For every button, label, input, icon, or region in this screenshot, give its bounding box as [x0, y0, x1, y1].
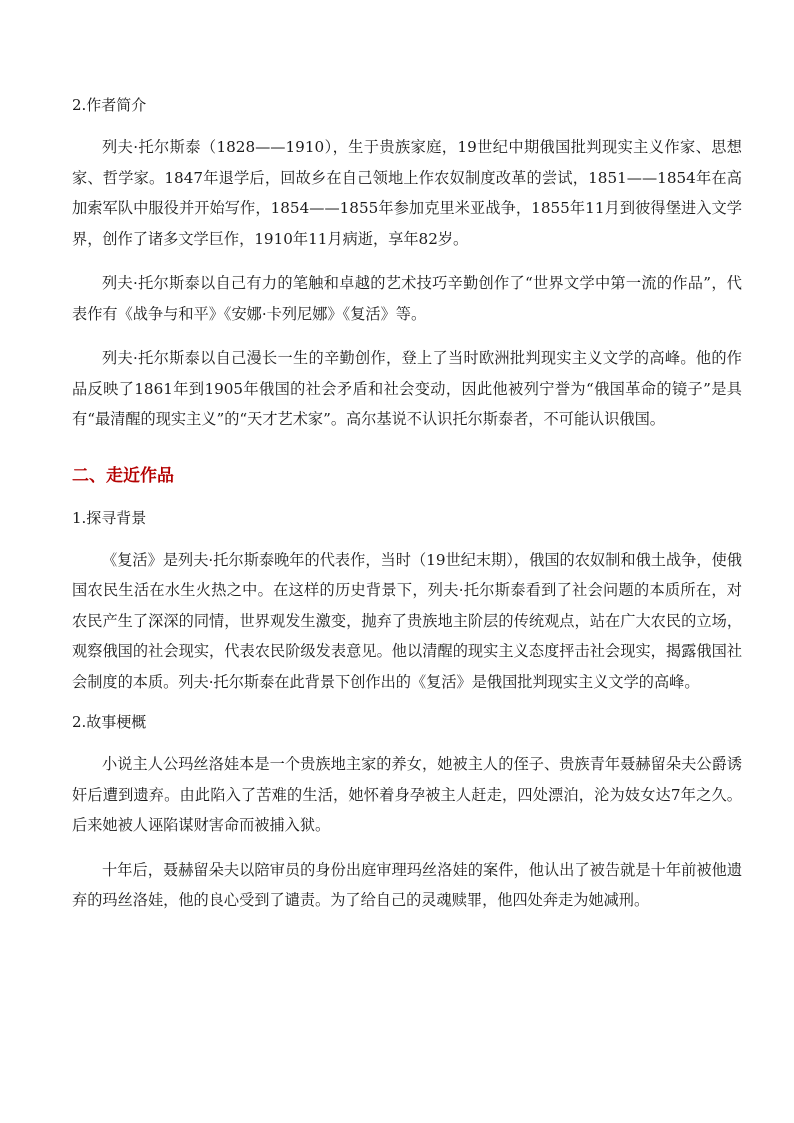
paragraph-story-2: 十年后，聂赫留朵夫以陪审员的身份出庭审理玛丝洛娃的案件，他认出了被告就是十年前被他遗弃的玛丝洛娃，他的良心受到了谴责。为了给自己的灵魂赎罪，他四处奔走为她减刑。	[72, 860, 742, 909]
paragraph-author-works: 列夫·托尔斯泰以自己有力的笔触和卓越的艺术技巧辛勤创作了“世界文学中第一流的作品”，代表作有《战争与和平》《安娜·卡列尼娜》《复活》等。	[72, 274, 742, 323]
subheading-author-intro: 2.作者简介	[72, 96, 147, 114]
subheading-background: 1.探寻背景	[72, 508, 147, 527]
paragraph-background: 《复活》是列夫·托尔斯泰晚年的代表作，当时（19世纪末期），俄国的农奴制和俄土战争，使俄国农民生活在水生火热之中。在这样的历史背景下，列夫·托尔斯泰看到了社会问题的本质所在，对农民产生了深深的同情，世界观发生激变，抛弃了贵族地主阶层的传统观点，站在广大农民的立场，观察俄国的社会现实，代表农民阶级发表意见。他以清醒的现实主义态度抨击社会现实，揭露俄国社会制度的本质。列夫·托尔斯泰在此背景下创作出的《复活》是俄国批判现实主义文学的高峰。	[72, 550, 742, 691]
subheading-story-summary: 2.故事梗概	[72, 713, 147, 731]
document-page	[72, 88, 742, 930]
paragraph-story-1: 小说主人公玛丝洛娃本是一个贵族地主家的养女，她被主人的侄子、贵族青年聂赫留朵夫公爵诱奸后遭到遗弃。由此陷入了苦难的生活，她怀着身孕被主人赶走，四处漂泊，沦为妓女达7年之久。后来她被人诬陷谋财害命而被捕入狱。	[72, 755, 742, 834]
paragraph-author-legacy: 列夫·托尔斯泰以自己漫长一生的辛勤创作，登上了当时欧洲批判现实主义文学的高峰。他的作品反映了1861年到1905年俄国的社会矛盾和社会变动，因此他被列宁誉为“俄国革命的镜子”是具有“最清醒的现实主义”的“天才艺术家”。高尔基说不认识托尔斯泰者，不可能认识俄国。	[72, 349, 742, 428]
paragraph-author-bio: 列夫·托尔斯泰（1828——1910），生于贵族家庭，19世纪中期俄国批判现实主义作家、思想家、哲学家。1847年退学后，回故乡在自己领地上作农奴制度改革的尝试，1851——1854年在高加索军队中服役并开始写作，1854——1855年参加克里米亚战争，1855年11月到彼得堡进入文学界，创作了诸多文学巨作，1910年11月病逝，享年82岁。	[72, 138, 742, 248]
section-title-approach-work: 二、走近作品	[72, 465, 174, 486]
